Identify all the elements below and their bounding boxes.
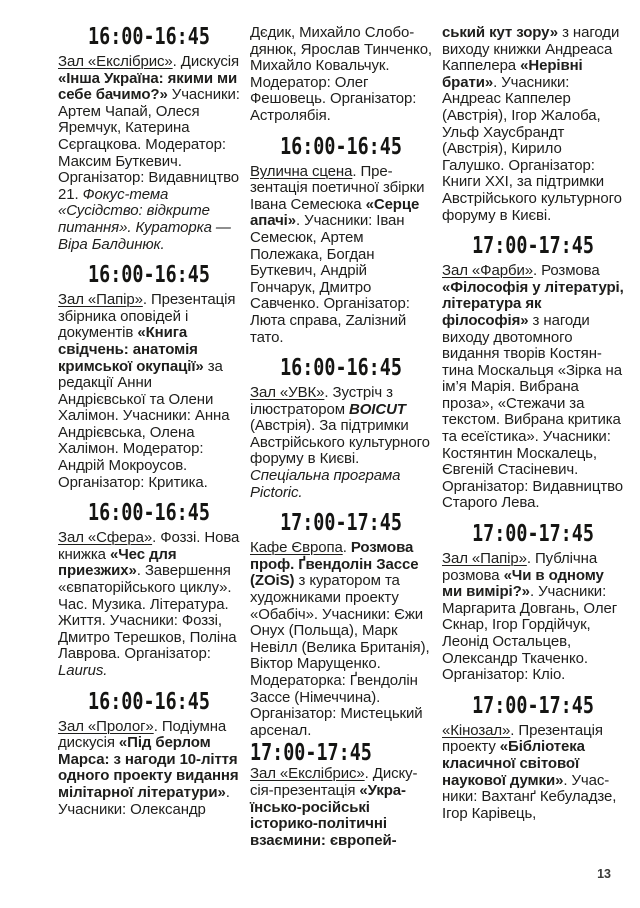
event-title: «Бібліотека класичної світової наукової думки»	[442, 738, 585, 789]
event-title: «Філософія у літературі, література як філософія»	[442, 278, 624, 329]
time-heading: 17:00-17:45	[472, 521, 594, 548]
event-text: Дєдик, Михайло Слободянюк, Ярослав Тинченко, Михайло Ковальчук. Модератор: Олег Фешовець. Організатор: Астролябія.	[250, 24, 433, 124]
event-title: «Українсько-російські історико-політичні взаємини: європей-	[250, 781, 407, 849]
event-title: «Серце апачі»	[250, 195, 420, 230]
page-number: 13	[597, 867, 611, 881]
event-text: . Розмова	[532, 262, 600, 280]
event-text: з нагоди виходу книжки Андреаса Каппелера	[442, 24, 620, 75]
event-text: . Завершення «євпаторійського циклу». Час. Музика. Література. Життя. Учасники: Фоззі, Дмитро Терешков, Поліна Лаврова. Організатор:	[58, 562, 237, 663]
event-entry	[250, 385, 432, 501]
event-text: . Зустріч з ілюстратором	[250, 384, 393, 418]
event-note: Спеціальна програма Pictoric.	[250, 467, 401, 501]
event-text: . Публічна розмова	[442, 550, 598, 584]
venue-name: Зал «Фарби»	[442, 262, 533, 280]
event-text: (Австрія). За підтримки Австрійського культурного форуму в Києві.	[250, 417, 430, 468]
event-title: ський кут зору»	[442, 24, 558, 41]
time-heading: 16:00-16:45	[88, 24, 210, 50]
event-text: за редакції Анни Андрієвської та Олени Халімон. Учасники: Анна Андрієвська, Олена Халімон. Модератор: Андрій Мокроусов. Організатор: Критика.	[58, 357, 230, 491]
event-entry	[58, 530, 240, 679]
venue-name: «Кінозал»	[442, 721, 511, 739]
event-note: Фокус-тема «Сусідство: відкрите питання». Кураторка — Віра Балдинюк.	[58, 185, 231, 253]
column-1	[58, 0, 240, 818]
event-title: «Інша Україна: якими ми себе бачимо?»	[58, 69, 238, 104]
event-text: . Подіумна дискусія	[58, 717, 227, 752]
event-entry	[442, 723, 624, 823]
event-entry	[442, 25, 624, 224]
event-title: «Чи в одному ми вимірі?»	[442, 566, 604, 601]
event-entry	[250, 25, 432, 125]
event-title: «Чес для приезжих»	[58, 545, 177, 580]
time-heading: 17:00-17:45	[250, 740, 372, 767]
event-text: Учасники: Артем Чапай, Олеся Яремчук, Катерина Сєргацкова. Модератор: Максим Буткевич. Організатор: Видавництво 21.	[58, 86, 240, 203]
event-text: . Учасники: Олександр	[58, 783, 230, 818]
venue-name: Зал «Папір»	[442, 550, 527, 568]
venue-name: Зал «Пролог»	[58, 717, 154, 735]
event-text: . Фоззі. Нова книжка	[58, 529, 240, 563]
event-title: «Книга свідчень: анатомія кримської окупації»	[58, 324, 204, 375]
time-heading: 16:00-16:45	[88, 262, 210, 289]
event-text: . Презентація проекту	[442, 721, 603, 756]
event-text: . Презентація збірника оповідей і документів	[58, 291, 236, 342]
event-title: «Під берлом Марса: з нагоди 10-ліття одного проекту видання мілітарної літератури»	[58, 734, 239, 801]
event-entry	[250, 766, 432, 849]
time-heading: 16:00-16:45	[88, 688, 210, 715]
time-heading: 16:00-16:45	[280, 133, 402, 160]
event-entry	[250, 540, 432, 739]
event-entry	[58, 719, 240, 819]
venue-name: Зал «Папір»	[58, 291, 143, 309]
event-text: . Дискусія-презентація	[250, 765, 418, 799]
event-entry	[442, 263, 624, 512]
venue-name: Вулична сцена	[250, 162, 353, 180]
event-text: . Учасники: Вахтанґ Кебуладзе, Ігор Карівець,	[442, 771, 617, 822]
venue-name: Зал «Сфера»	[58, 529, 153, 547]
column-3	[442, 0, 624, 822]
artist-name: BOICUT	[348, 400, 406, 418]
venue-name: Зал «Екслібрис»	[250, 765, 365, 783]
event-text: з нагоди виходу двотомного видання творів Костянтина Москальця «Зірка на ім’я Марія. Вибрана проза», «Стежачи за текстом. Вибрана критика та есеїстика». Учасники: Костянтин Москалець, Євгеній Стасіневич. Організатор: Видавництво Старого Лева.	[442, 311, 624, 512]
venue-name: Кафе Європа	[250, 539, 343, 557]
event-title: Розмова проф. Ґвендолін Зассе (ZOiS)	[250, 539, 419, 590]
time-heading: 16:00-16:45	[280, 355, 402, 382]
event-title: «Нерівні брати»	[442, 57, 583, 91]
venue-name: Зал «Екслібрис»	[58, 53, 173, 70]
event-text: . Учасники: Андреас Каппелер (Австрія), Ігор Жалоба, Ульф Хаусбрандт (Австрія), Кирило Галушко. Організатор: Книги XXI, за підтримки Австрійського культурного форуму в Києві.	[442, 73, 622, 224]
column-2	[250, 0, 432, 849]
venue-name: Зал «УВК»	[250, 384, 325, 402]
event-text: .	[342, 539, 351, 557]
event-text: з куратором та художниками проекту «Обабіч». Учасники: Єжи Онух (Польща), Марк Невілл (Велика Британія), Віктор Марущенко. Модераторка: Ґвендолін Зассе (Німеччина). Організатор: Мистецький арсенал.	[250, 572, 430, 739]
event-text: . Презентація поетичної збірки Івана Семесюка	[250, 162, 425, 213]
time-heading: 16:00-16:45	[88, 500, 210, 527]
time-heading: 17:00-17:45	[280, 510, 402, 537]
event-entry	[58, 292, 240, 491]
event-text: . Дискусія	[172, 53, 240, 70]
event-entry	[250, 164, 432, 347]
event-text: . Учасники: Іван Семесюк, Артем Полежака, Богдан Буткевич, Андрій Гончарук, Дмитро Савченко. Організатор: Люта справа, Zалізний тато.	[250, 212, 410, 346]
time-heading: 17:00-17:45	[472, 692, 594, 719]
event-text: . Учасники: Маргарита Довгань, Олег Скнар, Ігор Гордійчук, Леонід Остальцев, Олександр Ткаченко. Організатор: Кліо.	[442, 583, 618, 684]
time-heading: 17:00-17:45	[472, 233, 594, 260]
event-entry	[442, 551, 624, 684]
event-entry	[58, 54, 240, 253]
event-note: Laurus.	[58, 662, 108, 679]
